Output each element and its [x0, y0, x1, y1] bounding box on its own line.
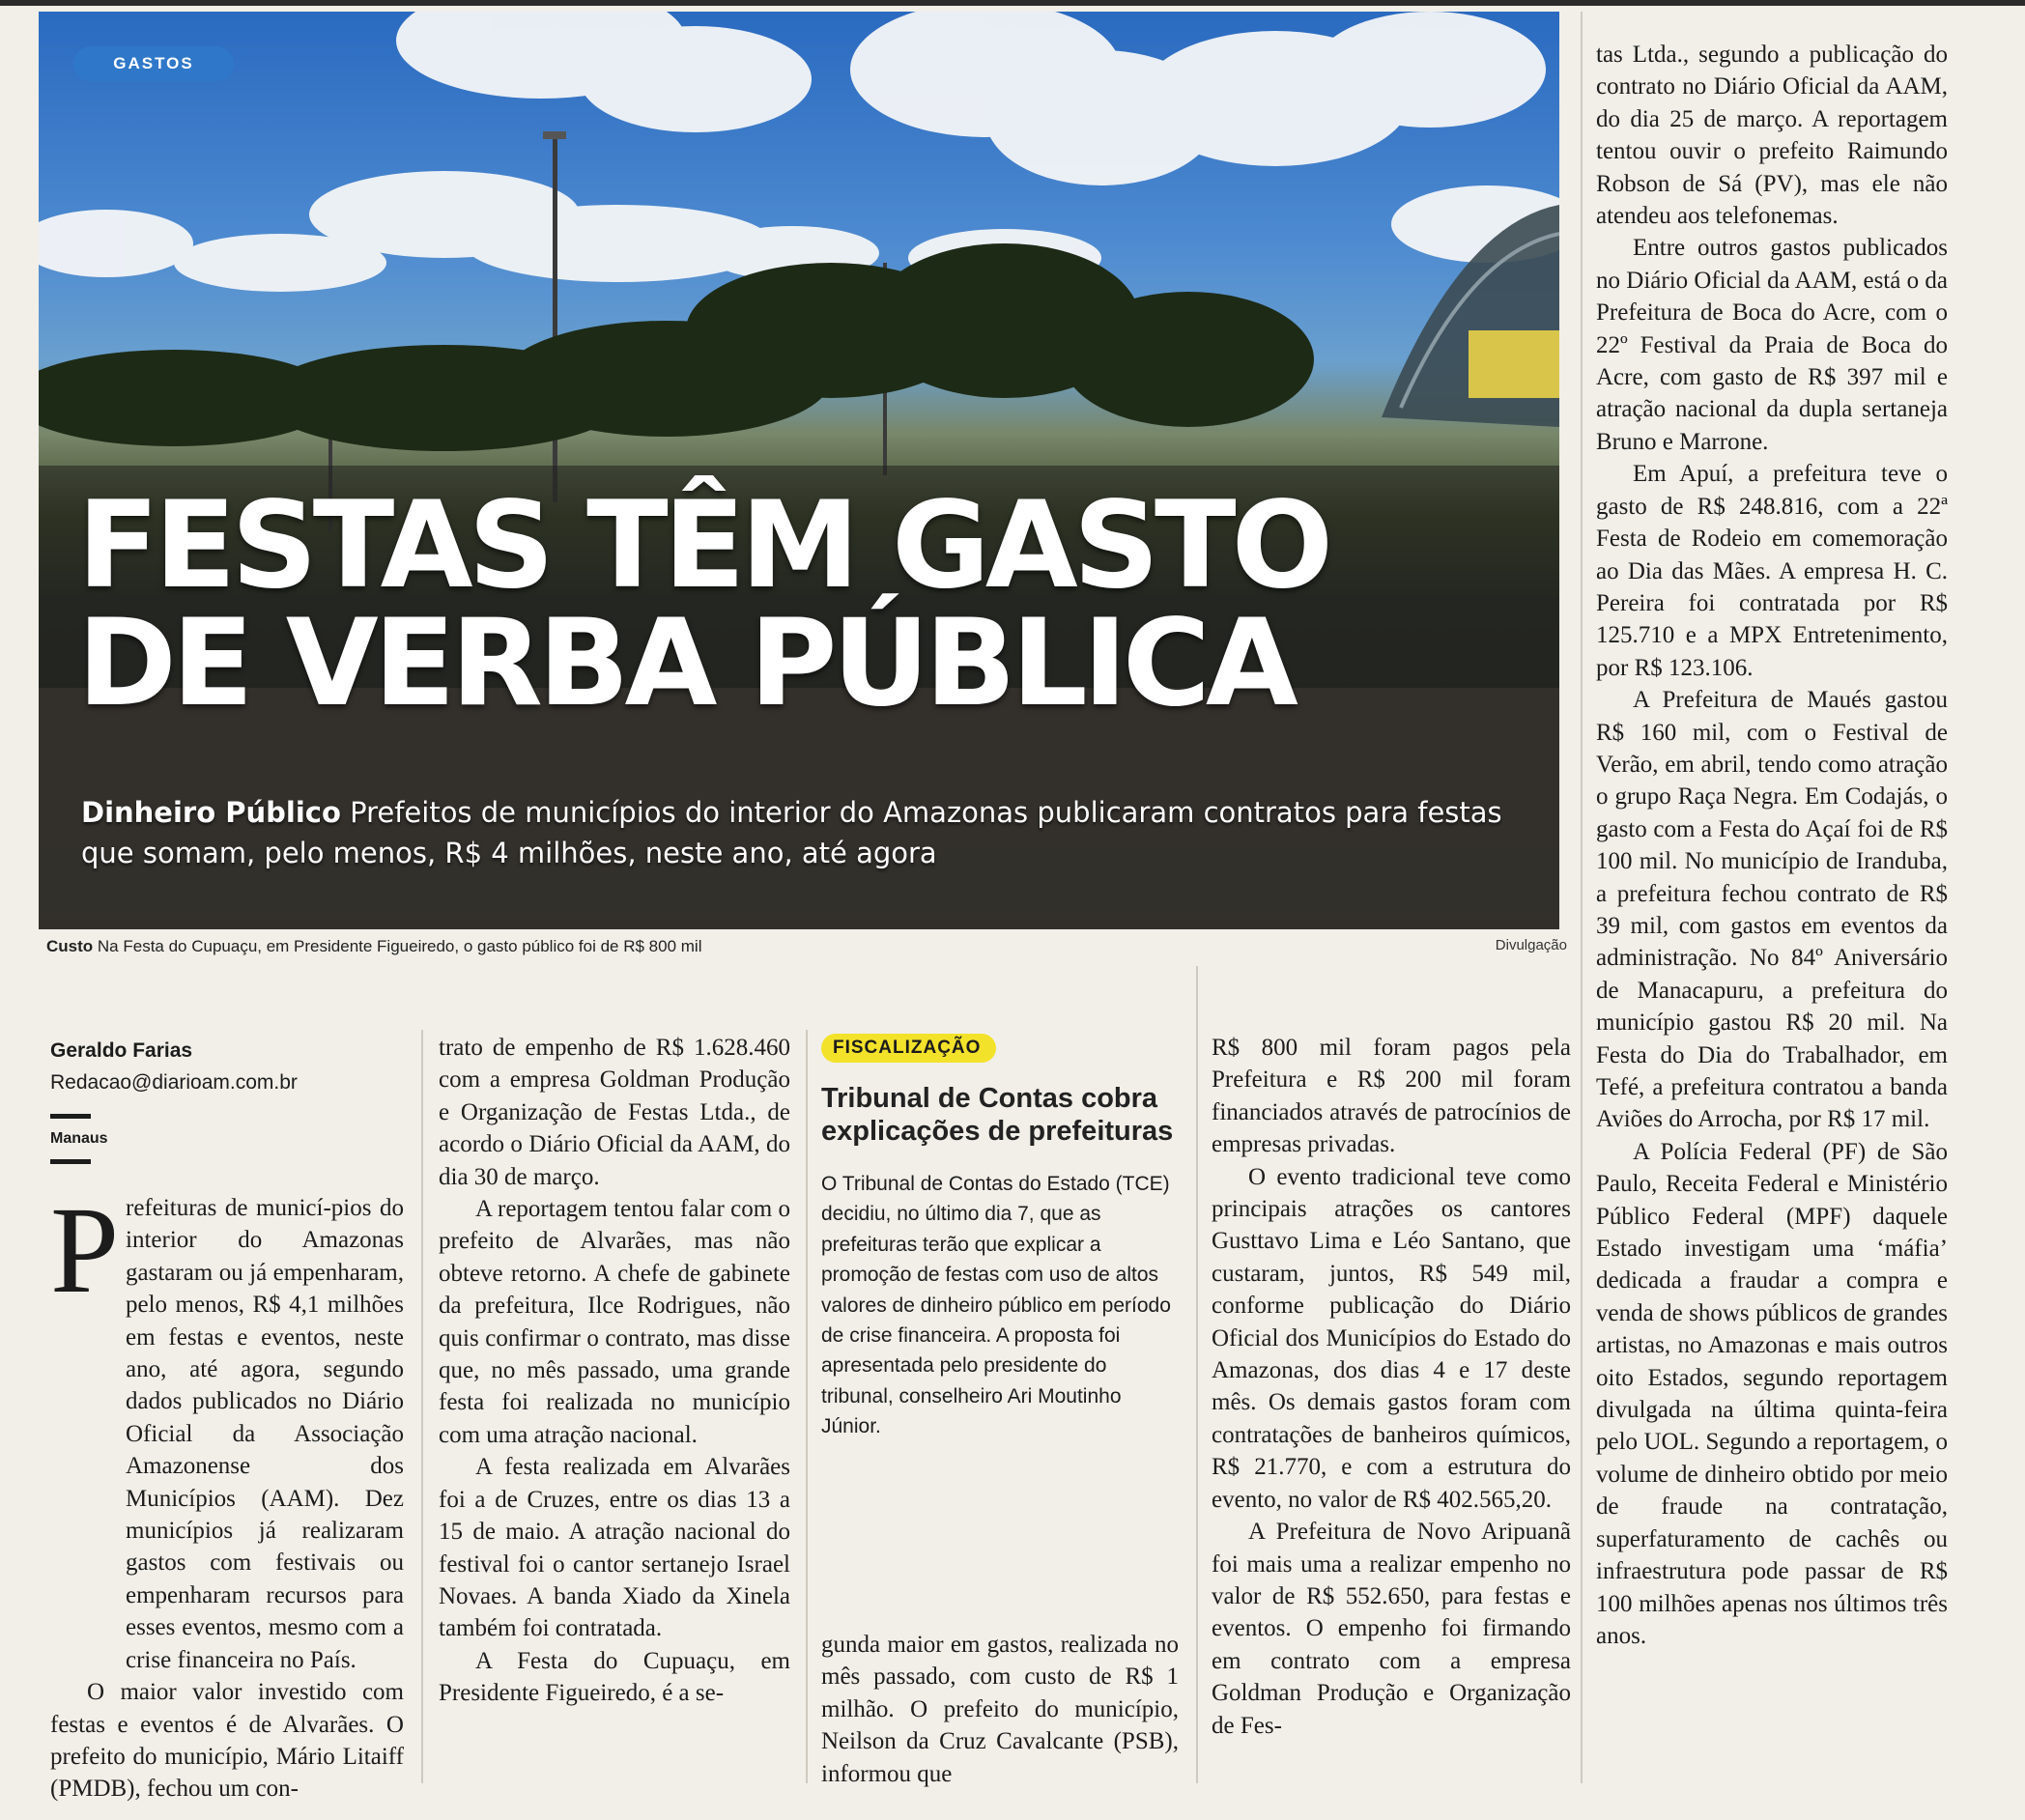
hero-photo [39, 12, 1559, 929]
subheadline-text: Prefeitos de municípios do interior do Amazonas publicaram contratos para festas que somam, pelo menos, R$ 4 milhões, neste ano, até agora [81, 796, 1502, 869]
sidebar-title: Tribunal de Contas cobra explicações de prefeituras [821, 1083, 1174, 1147]
dateline-city: Manaus [50, 1130, 108, 1147]
article-paragraph: Entre outros gastos publicados no Diário Oficial da AAM, está o da Prefeitura de Boca do Acre, com o 22º Festival da Praia de Boca do Acre, com gasto de R$ 397 mil e atração nacional da dupla sertaneja Bruno e Marrone. [1596, 235, 1948, 455]
caption-lead: Custo [46, 937, 94, 955]
article-paragraph: O evento tradicional teve como principais atrações os cantores Gusttavo Lima e Léo Santano, que custaram, juntos, R$ 549 mil, conforme publicação do Diário Oficial dos Municípios do Estado do Amazonas, dos dias 4 e 17 deste mês. Os demais gastos foram com contratações de banheiros químicos, R$ 21.770, e com a estrutura do evento, no valor de R$ 402.565,20. [1212, 1163, 1571, 1513]
caption-text: Na Festa do Cupuaçu, em Presidente Figueiredo, o gasto público foi de R$ 800 mil [93, 937, 702, 955]
column-rule [1581, 12, 1583, 1783]
article-paragraph: trato de empenho de R$ 1.628.460 com a empresa Goldman Produção e Organização de Festas Ltda., de acordo o Diário Oficial da AAM, do dia 30 de março. [439, 1035, 790, 1190]
article-column-2 [439, 1032, 790, 1710]
author-name: Geraldo Farias [50, 1039, 193, 1062]
sidebar-box [821, 1034, 1181, 1442]
article-column-5 [1596, 39, 1948, 1652]
author-email: Redacao@diarioam.com.br [50, 1071, 298, 1094]
article-paragraph: A Polícia Federal (PF) de São Paulo, Receita Federal e Ministério Público Federal (MPF) daquele Estado investigam uma ‘máfia’ dedicada a fraudar a compra e venda de shows públicos de grandes artistas, no Amazonas e mais outros oito Estados, segundo reportagem divulgada na última quinta-feira pelo UOL. Segundo a reportagem, o volume de dinheiro obtido por meio de fraude na contratação, superfaturamento de cachês ou infraestrutura pode passar de R$ 100 milhões apenas nos últimos três anos. [1596, 1138, 1948, 1649]
article-paragraph: O maior valor investido com festas e eventos é de Alvarães. O prefeito do município, Mário Litaiff (PMDB), fechou um con- [50, 1679, 404, 1803]
article-paragraph: Em Apuí, a prefeitura teve o gasto de R$ 248.816, com a 22ª Festa de Rodeio em comemoração ao Dia das Mães. A empresa H. C. Pereira foi contratada por R$ 125.710 e a MPX Entretenimento, por R$ 123.106. [1596, 461, 1948, 681]
article-paragraph: tas Ltda., segundo a publicação do contrato no Diário Oficial da AAM, do dia 25 de março. A reportagem tentou ouvir o prefeito Raimundo Robson de Sá (PV), mas ele não atendeu aos telefonemas. [1596, 42, 1948, 230]
article-paragraph: refeituras de municí-pios do interior do Amazonas gastaram ou já empenharam, pelo menos, R$ 4,1 milhões em festas e eventos, neste ano, até agora, segundo dados publicados no Diário Oficial da Associação Amazonense dos Municípios (AAM). Dez municípios já realizaram gastos com festivais ou empenharam recursos para esses eventos, mesmo com a crise financeira no País. [126, 1195, 404, 1673]
column-rule [806, 1030, 808, 1783]
article-paragraph: A Prefeitura de Maués gastou R$ 160 mil, com o Festival de Verão, em abril, tendo como atração o grupo Raça Negra. Em Codajás, o gasto com a Festa do Açaí foi de R$ 100 mil. No município de Iranduba, a prefeitura fechou contrato de R$ 39 mil, com gastos em eventos da administração. No 84º Aniversário de Manacapuru, a prefeitura do município gastou R$ 20 mil. Na Festa do Dia do Trabalhador, em Tefé, a prefeitura contratou a banda Aviões do Arrocha, por R$ 17 mil. [1596, 687, 1948, 1133]
subheadline-lead: Dinheiro Público [81, 796, 341, 829]
column-rule [1196, 966, 1198, 1783]
photo-caption [46, 937, 1567, 966]
article-column-3 [821, 1629, 1179, 1790]
byline-divider [50, 1114, 91, 1119]
byline-divider [50, 1159, 91, 1164]
article-paragraph: A Prefeitura de Novo Aripuanã foi mais uma a realizar empenho no valor de R$ 552.650, para festas e eventos. O empenho foi firmando em contrato com a empresa Goldman Produção e Organização de Fes- [1212, 1519, 1571, 1739]
section-tag: GASTOS [73, 46, 234, 81]
photo-credit: Divulgação [1495, 937, 1567, 953]
article-paragraph: gunda maior em gastos, realizada no mês passado, com custo de R$ 1 milhão. O prefeito do município, Neilson da Cruz Cavalcante (PSB), informou que [821, 1632, 1179, 1787]
headline-line-1: FESTAS TÊM GASTO [77, 476, 1329, 615]
sidebar-tag: FISCALIZAÇÃO [821, 1034, 996, 1063]
page-top-rule [0, 0, 2025, 6]
byline [50, 1039, 408, 1164]
article-column-1 [50, 1181, 404, 1806]
headline-line-2: DE VERBA PÚBLICA [77, 594, 1294, 733]
headline [77, 476, 1546, 733]
article-paragraph: A festa realizada em Alvarães foi a de Cruzes, entre os dias 13 a 15 de maio. A atração nacional do festival foi o cantor sertanejo Israel Novaes. A banda Xiado da Xinela também foi contratada. [439, 1454, 790, 1642]
article-paragraph: R$ 800 mil foram pagos pela Prefeitura e R$ 200 mil foram financiados através de patrocínios de empresas privadas. [1212, 1035, 1571, 1158]
drop-cap: P [50, 1181, 120, 1319]
sidebar-body: O Tribunal de Contas do Estado (TCE) decidiu, no último dia 7, que as prefeituras terão que explicar a promoção de festas com uso de altos valores de dinheiro público em período de crise financeira. A proposta foi apresentada pelo presidente do tribunal, conselheiro Ari Moutinho Júnior. [821, 1173, 1171, 1438]
subheadline [81, 792, 1550, 873]
article-paragraph: A Festa do Cupuaçu, em Presidente Figueiredo, é a se- [439, 1647, 790, 1707]
article-column-4 [1212, 1032, 1571, 1742]
article-paragraph: A reportagem tentou falar com o prefeito de Alvarães, mas não obteve retorno. A chefe de gabinete da prefeitura, Ilce Rodrigues, não quis confirmar o contrato, mas disse que, no mês passado, uma grande festa foi realizada no município com uma atração nacional. [439, 1196, 790, 1448]
column-rule [421, 1030, 423, 1783]
